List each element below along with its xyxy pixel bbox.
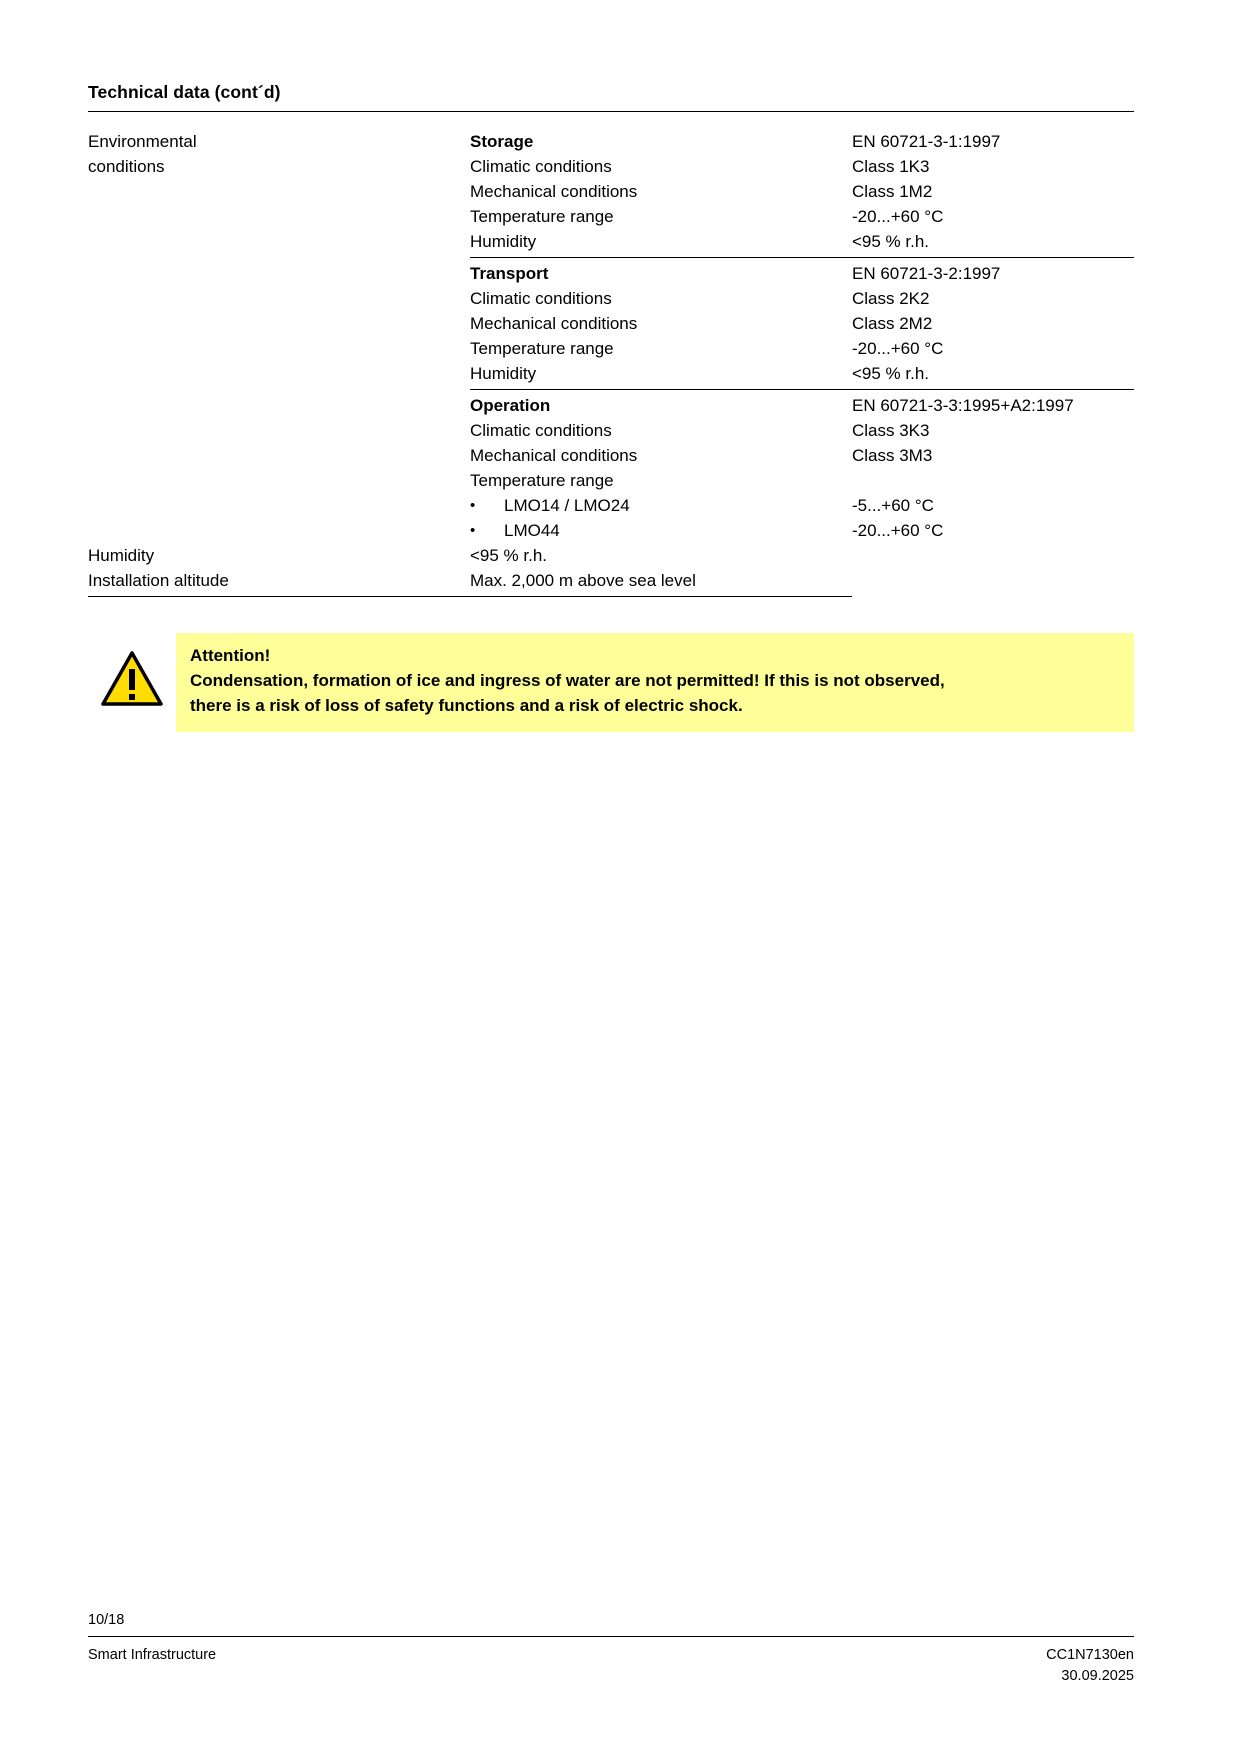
technical-data-table	[88, 126, 1134, 597]
table-row	[88, 126, 1134, 154]
group-heading-transport: Transport	[470, 264, 549, 283]
spec-label: Humidity	[88, 546, 155, 565]
spec-value: -20...+60 °C	[852, 207, 944, 226]
spec-value	[852, 468, 1134, 493]
page-footer	[88, 1610, 1134, 1687]
table-row	[88, 568, 1134, 597]
spec-label: Temperature range	[470, 339, 614, 358]
row-label-cell	[88, 126, 470, 543]
section-label-line1: Environmental	[88, 132, 197, 151]
spec-label-bulleted	[470, 493, 852, 518]
spec-value: Class 2M2	[852, 314, 933, 333]
spec-value: <95 % r.h.	[852, 229, 1134, 258]
table-row	[88, 543, 1134, 568]
page-content	[88, 82, 1134, 732]
attention-title: Attention!	[190, 646, 271, 665]
group-heading-value-storage: EN 60721-3-1:1997	[852, 132, 1001, 151]
spec-label: LMO44	[504, 521, 560, 540]
group-heading-operation: Operation	[470, 396, 551, 415]
spec-value: Max. 2,000 m above sea level	[470, 568, 852, 597]
spec-value: -20...+60 °C	[852, 521, 944, 540]
spec-label: Temperature range	[470, 471, 614, 490]
spec-value: <95 % r.h.	[470, 546, 548, 565]
spec-label: Installation altitude	[88, 568, 470, 597]
spec-value: Class 3K3	[852, 421, 930, 440]
spec-label: Mechanical conditions	[470, 446, 638, 465]
page-number: 10/18	[88, 1612, 125, 1628]
bullet-icon: •	[470, 497, 476, 514]
spec-value: -5...+60 °C	[852, 496, 934, 515]
spec-label: Climatic conditions	[470, 157, 612, 176]
spec-label: Humidity	[470, 361, 852, 390]
spec-value: Class 3M3	[852, 446, 933, 465]
warning-triangle-icon	[88, 633, 176, 707]
attention-text: Condensation, formation of ice and ingress of water are not permitted! If this is not observed, there is a risk of loss of safety functions and a risk of electric shock.	[190, 671, 945, 715]
spec-label: LMO14 / LMO24	[504, 496, 630, 515]
footer-doc-id: CC1N7130en	[1046, 1647, 1134, 1663]
spec-label: Climatic conditions	[470, 289, 612, 308]
spec-value: Class 1K3	[852, 157, 930, 176]
spec-label: Humidity	[470, 229, 852, 258]
spec-label: Climatic conditions	[470, 421, 612, 440]
attention-box	[176, 633, 1134, 732]
page-title: Technical data (cont´d)	[88, 82, 1134, 112]
spec-label-bulleted	[470, 518, 852, 543]
attention-notice	[88, 633, 1134, 732]
bullet-icon: •	[470, 522, 476, 539]
spec-value: Class 2K2	[852, 289, 930, 308]
spec-label: Mechanical conditions	[470, 182, 638, 201]
footer-date: 30.09.2025	[1061, 1668, 1134, 1684]
group-heading-storage: Storage	[470, 132, 534, 151]
spec-value: <95 % r.h.	[852, 361, 1134, 390]
section-label-line2: conditions	[88, 157, 165, 176]
footer-company: Smart Infrastructure	[88, 1647, 217, 1663]
group-heading-value-operation: EN 60721-3-3:1995+A2:1997	[852, 396, 1074, 415]
group-heading-value-transport: EN 60721-3-2:1997	[852, 264, 1001, 283]
footer-meta	[1046, 1645, 1134, 1687]
spec-label: Temperature range	[470, 207, 614, 226]
spec-value: Class 1M2	[852, 182, 933, 201]
spec-value: -20...+60 °C	[852, 339, 944, 358]
spec-label: Mechanical conditions	[470, 314, 638, 333]
